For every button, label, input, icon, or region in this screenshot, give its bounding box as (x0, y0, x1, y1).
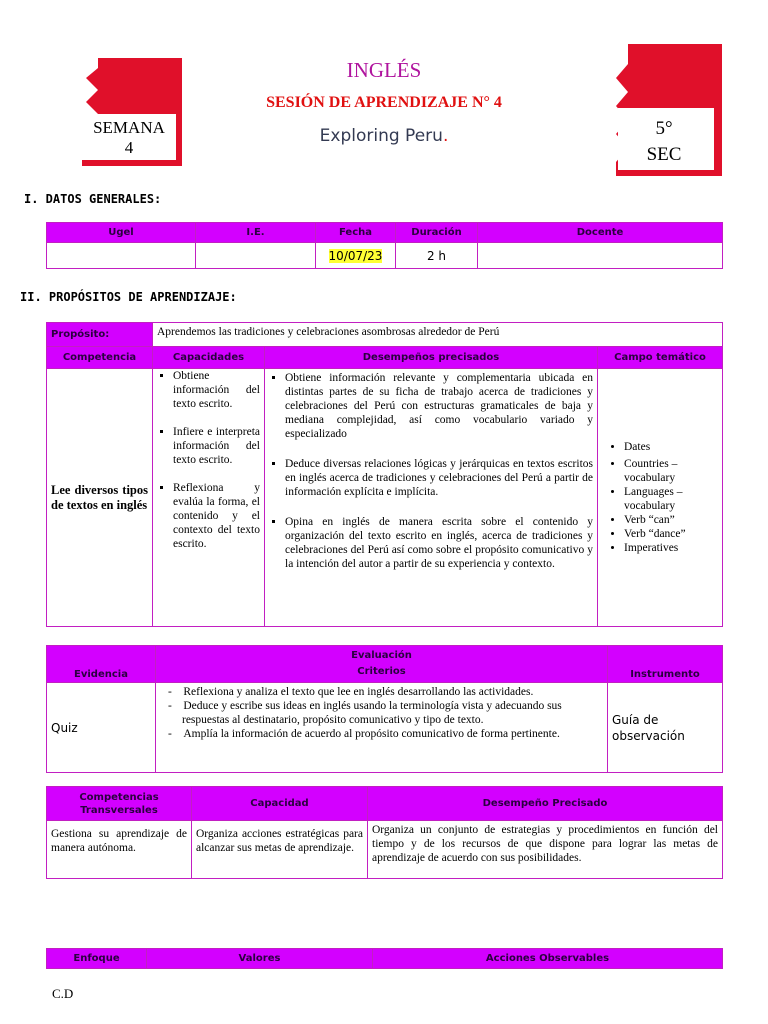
transversal-competencia: Gestiona su aprendizaje de manera autónoma. (47, 821, 192, 879)
criterios-cell (156, 683, 608, 773)
campo-item: • Verb “dance” (624, 527, 718, 541)
campo-item: • Countries – vocabulary (624, 457, 718, 485)
criterio-item: - Deduce y escribe sus ideas en inglés usando la terminología vista y adecuando sus respuestas al destinatario, propósito comunicativo y tipo de texto. (168, 700, 562, 726)
proposito-label: Propósito: (47, 323, 153, 347)
week-label: SEMANA (93, 118, 165, 137)
grade-number: 5° (655, 118, 673, 139)
desempeno-item: ▪ Deduce diversas relaciones lógicas y jerárquicas en textos escritos en inglés acerca de tradiciones y celebraciones del Perú a partir de información explícita e implícita. (285, 457, 593, 499)
section-propositos: II. PROPÓSITOS DE APRENDIZAJE: (20, 290, 237, 304)
desempeno-item: ▪ Opina en inglés de manera escrita sobre el contenido y organización del texto escrito en inglés, acerca de tradiciones y celebraciones del Perú así como sobre el propósito comunicativo y la intención del autor a partir de su experiencia y contexto. (285, 515, 593, 571)
docente-value (478, 243, 723, 269)
evaluacion-header (156, 646, 608, 683)
footer-text: C.D (52, 986, 74, 1001)
col-docente: Docente (478, 223, 723, 243)
col-enfoque: Enfoque (47, 949, 147, 969)
col-ie: I.E. (196, 223, 316, 243)
capacidad-item: ▪ Infiere e interpreta información del texto escrito. (173, 425, 260, 467)
section-datos-generales: I. DATOS GENERALES: (24, 192, 162, 206)
topic-text: Exploring Peru (319, 126, 443, 146)
topic-title (0, 126, 768, 146)
desempenos-cell (265, 369, 598, 627)
criterio-text: Deduce y escribe sus ideas en inglés usando la terminología vista y adecuando sus respuestas al destinatario, propósito comunicativo y tipo de texto. (182, 700, 562, 726)
grade-level: SEC (646, 144, 682, 165)
topic-dot: . (442, 126, 449, 146)
fecha-cell (316, 243, 396, 269)
subject-title: INGLÉS (346, 58, 422, 82)
ie-value (196, 243, 316, 269)
col-desempeno-precisado: Desempeño Precisado (368, 787, 723, 821)
criterio-text: Reflexiona y analiza el texto que lee en inglés desarrollando las actividades. (183, 686, 534, 698)
col-instrumento: Instrumento (608, 646, 723, 683)
fecha-value: 10/07/23 (328, 248, 383, 263)
desempeno-item: ▪ Obtiene información relevante y complementaria ubicada en distintas partes de su ficha de trabajo acerca de tradiciones y celebraciones del Perú con estructuras gramaticales de baja y mediana complejidad, así como vocabulario variado y especializado (285, 371, 593, 441)
col-capacidad: Capacidad (192, 787, 368, 821)
proposito-text: Aprendemos las tradiciones y celebraciones asombrosas alrededor de Perú (153, 323, 723, 347)
criterio-item: - Amplía la información de acuerdo al propósito comunicativo de forma pertinente. (168, 728, 560, 740)
criterio-text: Amplía la información de acuerdo al propósito comunicativo de forma pertinente. (183, 728, 560, 740)
capacidades-cell (153, 369, 265, 627)
campo-item: • Languages – vocabulary (624, 485, 718, 513)
col-ugel: Ugel (47, 223, 196, 243)
propositos-table (46, 322, 723, 627)
transversal-capacidad: Organiza acciones estratégicas para alcanzar sus metas de aprendizaje. (192, 821, 368, 879)
campo-cell (598, 369, 723, 627)
campo-item: • Dates (624, 440, 718, 454)
col-capacidades: Capacidades (153, 347, 265, 369)
capacidad-item: ▪ Reflexiona y evalúa la forma, el contenido y el contexto del texto escrito. (173, 481, 260, 551)
evaluacion-title: Evaluación (351, 650, 412, 661)
competencia-text: Lee diversos tipos de textos en inglés (47, 369, 153, 627)
campo-item: • Imperatives (624, 541, 718, 555)
capacidad-item: ▪ Obtiene información del texto escrito. (173, 369, 260, 411)
col-fecha: Fecha (316, 223, 396, 243)
criterio-item: - Reflexiona y analiza el texto que lee en inglés desarrollando las actividades. (168, 686, 534, 698)
campo-item: • Verb “can” (624, 513, 718, 527)
col-desempenos: Desempeños precisados (265, 347, 598, 369)
session-title: SESIÓN DE APRENDIZAJE N° 4 (266, 94, 502, 111)
evidencia-value: Quiz (47, 683, 156, 773)
instrumento-value: Guía de observación (608, 683, 723, 773)
col-evidencia: Evidencia (47, 646, 156, 683)
col-competencia: Competencia (47, 347, 153, 369)
col-acciones-observables: Acciones Observables (373, 949, 723, 969)
enfoque-table (46, 948, 723, 969)
col-duracion: Duración (396, 223, 478, 243)
transversal-desempeno: Organiza un conjunto de estrategias y procedimientos en función del tiempo y de los recursos de que dispone para lograr las metas de aprendizaje de acuerdo con sus posibilidades. (368, 821, 723, 879)
ugel-value (47, 243, 196, 269)
duracion-value: 2 h (396, 243, 478, 269)
col-campo-tematico: Campo temático (598, 347, 723, 369)
evaluacion-table (46, 645, 723, 773)
transversales-table (46, 786, 723, 879)
week-number: 4 (124, 138, 134, 157)
col-competencias-transversales: Competencias Transversales (47, 787, 192, 821)
col-criterios: Criterios (357, 666, 406, 677)
col-valores: Valores (147, 949, 373, 969)
datos-generales-table (46, 222, 723, 269)
